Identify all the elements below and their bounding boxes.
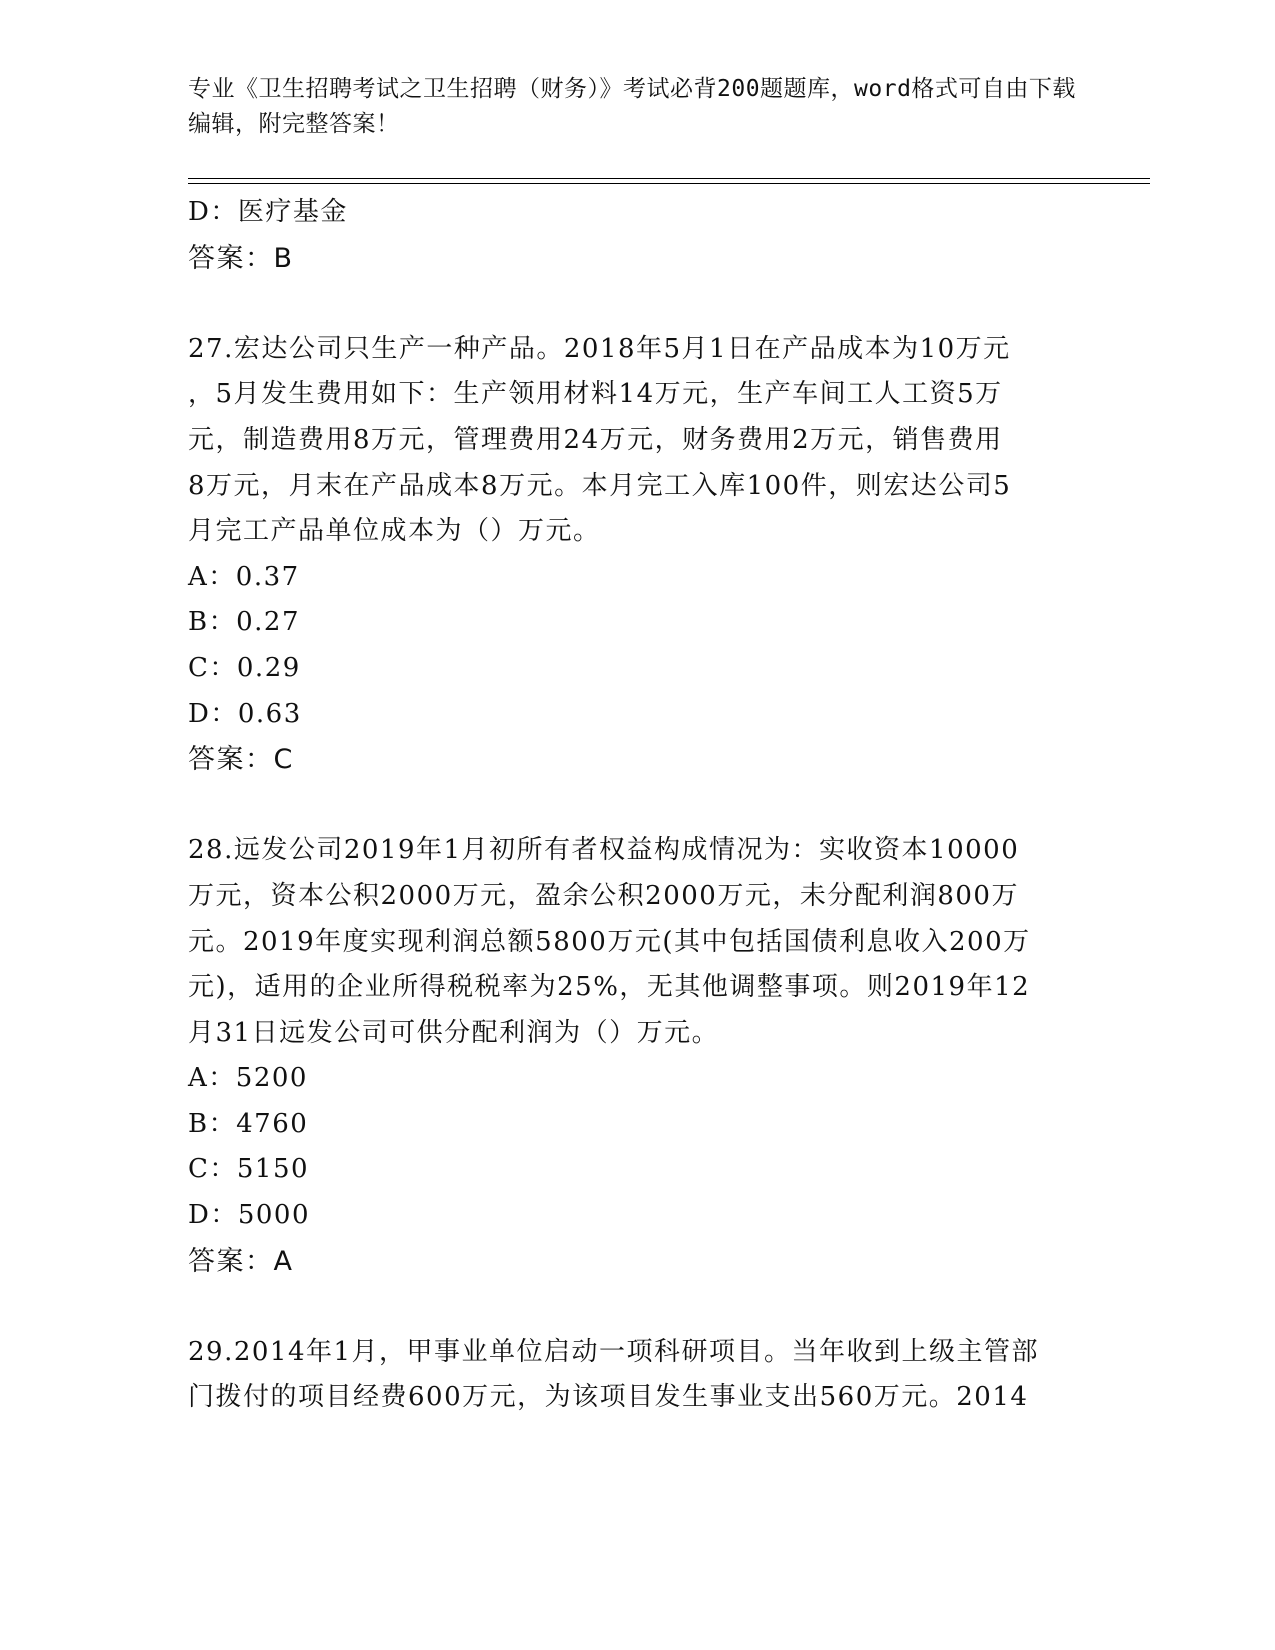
question-28-option-d: D：5000 — [188, 1200, 311, 1231]
question-27-option-d: D：0.63 — [188, 698, 302, 729]
header-divider-top — [188, 178, 1150, 179]
question-28-line-1: 28.远发公司2019年1月初所有者权益构成情况为：实收资本10000 — [188, 835, 1020, 866]
question-28 — [188, 828, 1088, 1284]
question-28-line-4: 元)，适用的企业所得税税率为25%，无其他调整事项。则2019年12 — [188, 972, 1031, 1003]
spacer — [188, 1284, 1088, 1330]
question-27-option-b: B：0.27 — [188, 607, 300, 638]
header-divider-bottom — [188, 183, 1150, 184]
question-29 — [188, 1330, 1088, 1421]
question-28-answer: 答案：A — [188, 1245, 294, 1277]
question-27-line-3: 元，制造费用8万元，管理费用24万元，财务费用2万元，销售费用 — [188, 424, 1003, 455]
document-header: 专业《卫生招聘考试之卫生招聘（财务）》考试必背200题题库，word格式可自由下载编辑，附完整答案！ — [188, 76, 1076, 137]
question-27-line-1: 27.宏达公司只生产一种产品。2018年5月1日在产品成本为10万元 — [188, 333, 1011, 364]
question-27-answer: 答案：C — [188, 744, 294, 776]
question-28-option-b: B：4760 — [188, 1108, 309, 1139]
question-29-line-1: 29.2014年1月，甲事业单位启动一项科研项目。当年收到上级主管部 — [188, 1336, 1040, 1367]
spacer — [188, 281, 1088, 327]
question-28-line-2: 万元，资本公积2000万元，盈余公积2000万元，未分配利润800万 — [188, 880, 1019, 911]
question-28-option-c: C：5150 — [188, 1154, 310, 1185]
question-27-line-4: 8万元，月末在产品成本8万元。本月完工入库100件，则宏达公司5 — [188, 470, 1012, 501]
prev-answer: 答案：B — [188, 242, 294, 274]
question-27-line-5: 月完工产品单位成本为（）万元。 — [188, 516, 601, 547]
question-28-line-5: 月31日远发公司可供分配利润为（）万元。 — [188, 1017, 720, 1048]
question-29-line-2: 门拨付的项目经费600万元，为该项目发生事业支出560万元。2014 — [188, 1382, 1029, 1413]
question-28-option-a: A：5200 — [188, 1063, 308, 1094]
question-28-line-3: 元。2019年度实现利润总额5800万元(其中包括国债利息收入200万 — [188, 926, 1031, 957]
question-27-option-c: C：0.29 — [188, 652, 301, 683]
question-27-line-2: ，5月发生费用如下：生产领用材料14万元，生产车间工人工资5万 — [188, 379, 1003, 410]
question-27-option-a: A：0.37 — [188, 561, 300, 592]
spacer — [188, 783, 1088, 829]
question-27 — [188, 327, 1088, 783]
question-content — [188, 190, 1088, 1421]
prev-option-d: D：医疗基金 — [188, 197, 348, 227]
